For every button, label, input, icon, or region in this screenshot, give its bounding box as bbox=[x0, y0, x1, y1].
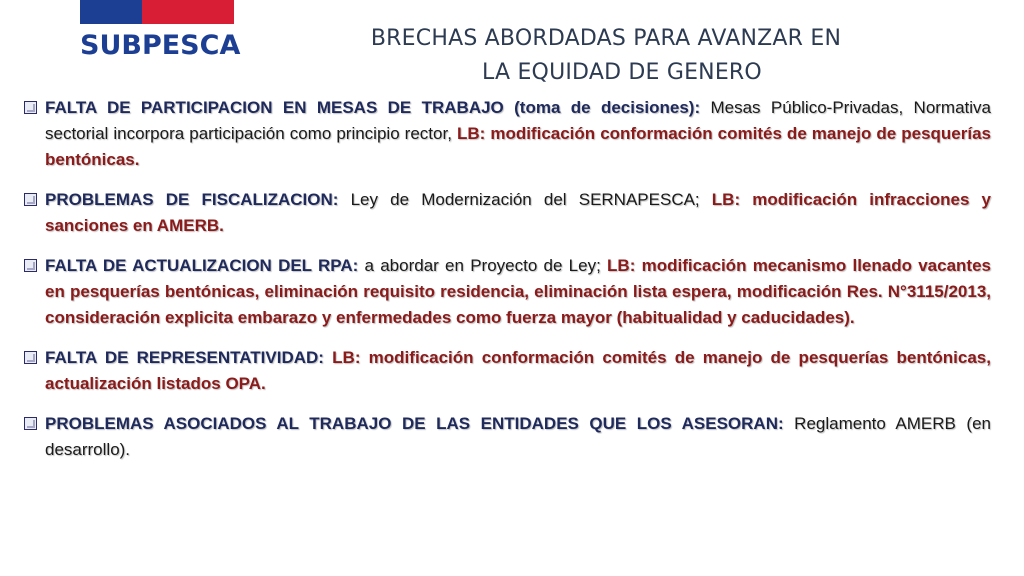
checkbox-bullet-icon bbox=[24, 351, 37, 364]
checkbox-bullet-icon bbox=[24, 259, 37, 272]
bullet-item-entidades bbox=[22, 411, 991, 463]
bullet-list bbox=[22, 95, 991, 477]
item-heading: FALTA DE PARTICIPACION EN MESAS DE TRABAJO (toma de decisiones): bbox=[45, 98, 701, 117]
item-lb: LB: modificación conformación comités de manejo de pesquerías bentónicas. bbox=[45, 124, 992, 169]
bullet-item-fiscalizacion bbox=[22, 187, 991, 239]
item-text: Ley de Modernización del SERNAPESCA; bbox=[338, 190, 712, 209]
logo-text: SUBPESCA bbox=[80, 30, 241, 61]
bullet-item-rpa bbox=[22, 253, 991, 331]
checkbox-bullet-icon bbox=[24, 193, 37, 206]
item-heading: FALTA DE ACTUALIZACION DEL RPA: bbox=[45, 256, 359, 275]
item-lb: LB: modificación mecanismo llenado vacantes en pesquerías bentónicas, eliminación requisito residencia, eliminación lista espera, modificación Res. N°3115/2013, consideración explicita embarazo y enfermedades como fuerza mayor (habitualidad y caducidades). bbox=[45, 256, 991, 327]
item-text: Reglamento AMERB (en desarrollo). bbox=[45, 414, 991, 459]
item-heading: PROBLEMAS DE FISCALIZACION: bbox=[45, 190, 339, 209]
title-line-2: LA EQUIDAD DE GENERO bbox=[482, 60, 762, 85]
logo-blue-bar bbox=[80, 0, 142, 24]
item-text: Mesas Público-Privadas, Normativa sectorial incorpora participación como principio rector, bbox=[45, 98, 992, 143]
item-heading: FALTA DE REPRESENTATIVIDAD: bbox=[45, 348, 324, 367]
checkbox-bullet-icon bbox=[24, 417, 37, 430]
slide-title bbox=[320, 22, 960, 90]
item-text: a abordar en Proyecto de Ley; bbox=[358, 256, 608, 275]
checkbox-bullet-icon bbox=[24, 101, 37, 114]
logo-red-bar bbox=[142, 0, 234, 24]
item-lb: LB: modificación infracciones y sanciones en AMERB. bbox=[45, 190, 991, 235]
bullet-item-representatividad bbox=[22, 345, 991, 397]
subpesca-logo bbox=[80, 0, 241, 64]
item-heading: PROBLEMAS ASOCIADOS AL TRABAJO DE LAS ENTIDADES QUE LOS ASESORAN: bbox=[45, 414, 784, 433]
item-text bbox=[324, 348, 332, 367]
bullet-item-participacion bbox=[22, 95, 991, 173]
title-line-1: BRECHAS ABORDADAS PARA AVANZAR EN bbox=[370, 26, 842, 51]
item-lb: LB: modificación conformación comités de manejo de pesquerías bentónicas, actualización listados OPA. bbox=[45, 348, 991, 393]
